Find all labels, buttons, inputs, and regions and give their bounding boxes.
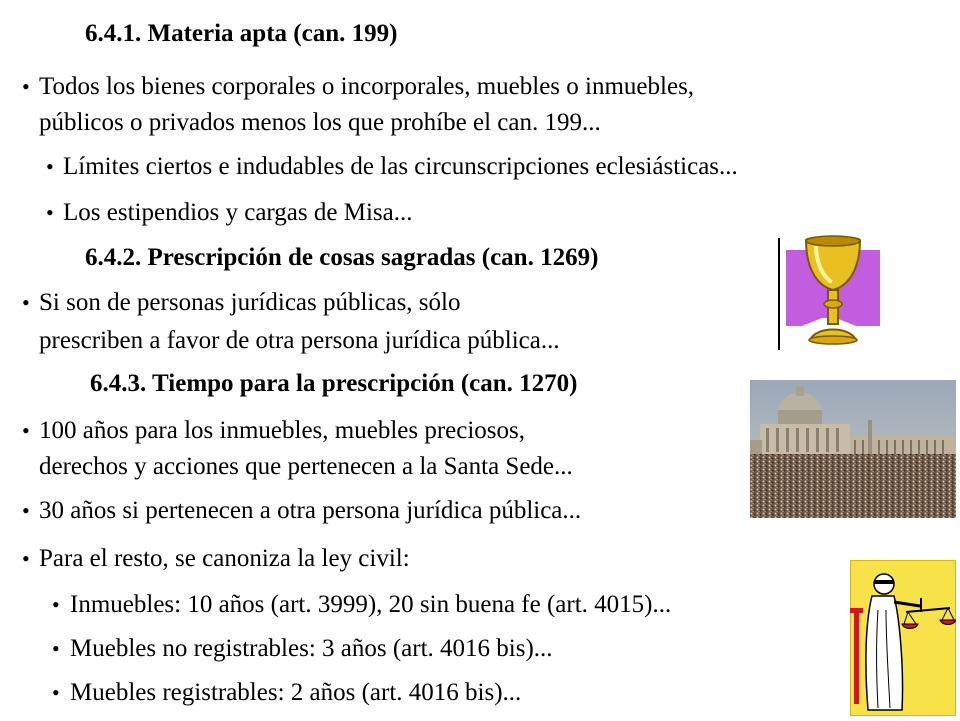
bullet-marker: • — [22, 290, 30, 315]
item-personas-juridicas-line-2: prescriben a favor de otra persona jurídica pública... — [39, 327, 560, 354]
item-muebles-no-registrables: Muebles no registrables: 3 años (art. 4016 bis)... — [70, 635, 553, 662]
item-bienes-line-1: Todos los bienes corporales o incorporales, muebles o inmuebles, — [39, 73, 695, 100]
bullet-marker: • — [52, 636, 60, 661]
section-heading-materia-apta: 6.4.1. Materia apta (can. 199) — [85, 20, 398, 47]
chalice-image — [776, 230, 884, 352]
item-100-anos-line-2: derechos y acciones que pertenecen a la Santa Sede... — [39, 453, 573, 480]
item-estipendios: Los estipendios y cargas de Misa... — [63, 199, 413, 226]
item-ley-civil: Para el resto, se canoniza la ley civil: — [39, 545, 410, 572]
bullet-marker: • — [22, 546, 30, 571]
bullet-marker: • — [46, 200, 54, 225]
item-30-anos: 30 años si pertenecen a otra persona jurídica pública... — [39, 497, 582, 524]
bullet-marker: • — [46, 154, 54, 179]
bullet-marker: • — [22, 74, 30, 99]
lady-justice-image — [850, 560, 956, 716]
item-bienes-line-2: públicos o privados menos los que prohíbe el can. 199... — [39, 109, 601, 136]
item-inmuebles: Inmuebles: 10 años (art. 3999), 20 sin buena fe (art. 4015)... — [70, 591, 672, 618]
item-limites: Límites ciertos e indudables de las circunscripciones eclesiásticas... — [63, 153, 738, 180]
bullet-marker: • — [22, 418, 30, 443]
bullet-marker: • — [52, 680, 60, 705]
section-heading-tiempo-prescripcion: 6.4.3. Tiempo para la prescripción (can. 1270) — [90, 370, 578, 397]
item-personas-juridicas-line-1: Si son de personas jurídicas públicas, sólo — [39, 289, 461, 316]
bullet-marker: • — [52, 592, 60, 617]
section-heading-prescripcion-cosas-sagradas: 6.4.2. Prescripción de cosas sagradas (can. 1269) — [85, 244, 599, 271]
st-peters-square-image — [750, 380, 956, 518]
item-100-anos-line-1: 100 años para los inmuebles, muebles preciosos, — [39, 417, 526, 444]
item-muebles-registrables: Muebles registrables: 2 años (art. 4016 bis)... — [70, 679, 522, 706]
bullet-marker: • — [22, 498, 30, 523]
